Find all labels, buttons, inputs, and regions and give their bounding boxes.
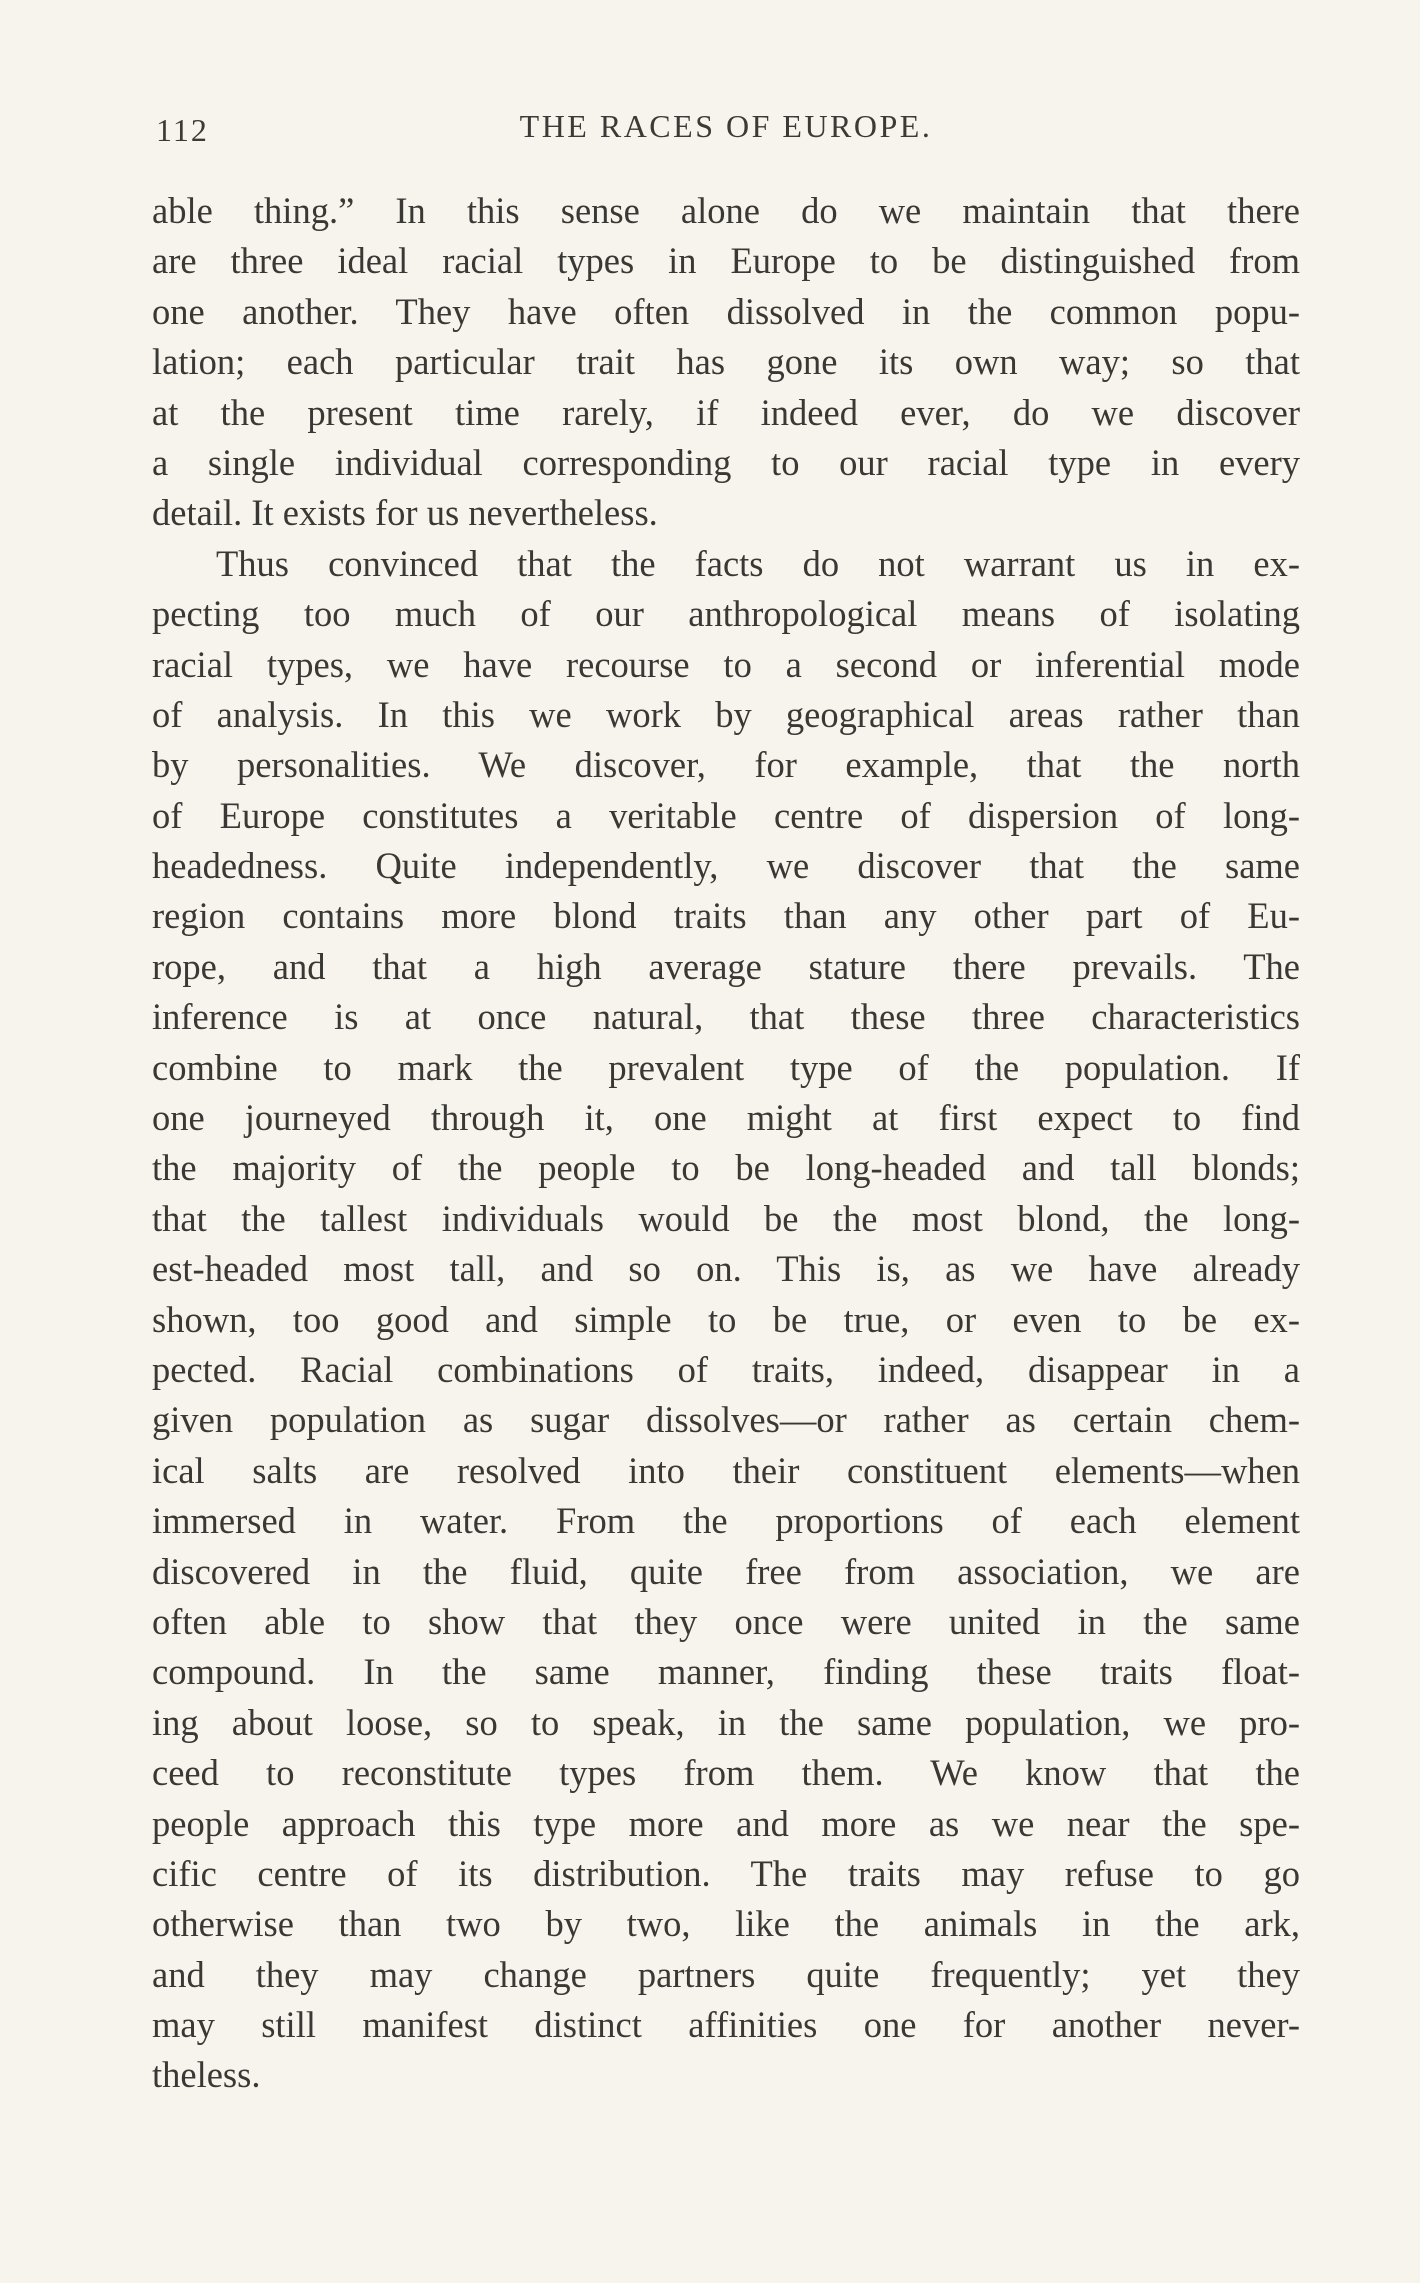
text-line: pected. Racial combinations of traits, indeed, disappear in a xyxy=(152,1348,1300,1390)
text-line: headedness. Quite independently, we discover that the same xyxy=(152,845,1300,887)
text-line: est-headed most tall, and so on. This is, as we have already xyxy=(152,1248,1300,1290)
text-line: may still manifest distinct affinities one for another never- xyxy=(152,2004,1300,2046)
text-line: that the tallest individuals would be the most blond, the long- xyxy=(152,1197,1300,1239)
text-line: immersed in water. From the proportions of each element xyxy=(152,1500,1300,1542)
text-line: given population as sugar dissolves—or rather as certain chem- xyxy=(152,1399,1300,1441)
paragraph-continued xyxy=(152,186,1300,539)
text-line: people approach this type more and more as we near the spe- xyxy=(152,1802,1300,1844)
body-text xyxy=(152,186,1300,2101)
text-line: are three ideal racial types in Europe to be distinguished from xyxy=(152,240,1300,282)
page-number: 112 xyxy=(156,112,209,148)
text-line: Thus convinced that the facts do not warrant us in ex- xyxy=(216,542,1300,584)
text-line: ical salts are resolved into their constituent elements—when xyxy=(152,1449,1300,1491)
running-head xyxy=(152,104,1300,154)
text-line: cific centre of its distribution. The traits may refuse to go xyxy=(152,1852,1300,1894)
text-line: by personalities. We discover, for example, that the north xyxy=(152,744,1300,786)
text-line: racial types, we have recourse to a second or inferential mode xyxy=(152,643,1300,685)
text-line: lation; each particular trait has gone its own way; so that xyxy=(152,341,1300,383)
paragraph xyxy=(152,539,1300,2101)
text-line: theless. xyxy=(152,2054,261,2096)
text-line: a single individual corresponding to our racial type in every xyxy=(152,441,1300,483)
text-line: ing about loose, so to speak, in the same population, we pro- xyxy=(152,1701,1300,1743)
text-line: otherwise than two by two, like the animals in the ark, xyxy=(152,1903,1300,1945)
text-line: often able to show that they once were united in the same xyxy=(152,1600,1300,1642)
text-line: ceed to reconstitute types from them. We know that the xyxy=(152,1752,1300,1794)
text-line: shown, too good and simple to be true, or even to be ex- xyxy=(152,1298,1300,1340)
text-line: one another. They have often dissolved in the common popu- xyxy=(152,290,1300,332)
text-line: the majority of the people to be long-headed and tall blonds; xyxy=(152,1147,1300,1189)
text-line: of analysis. In this we work by geographical areas rather than xyxy=(152,693,1300,735)
text-line: detail. It exists for us nevertheless. xyxy=(152,492,658,534)
text-line: able thing.” In this sense alone do we maintain that there xyxy=(152,190,1300,231)
running-title: THE RACES OF EUROPE. xyxy=(519,108,933,144)
text-line: inference is at once natural, that these three characteristics xyxy=(152,996,1300,1038)
text-line: pecting too much of our anthropological means of isolating xyxy=(152,593,1300,635)
text-line: at the present time rarely, if indeed ever, do we discover xyxy=(152,391,1300,433)
text-line: of Europe constitutes a veritable centre of dispersion of long- xyxy=(152,794,1300,836)
text-line: compound. In the same manner, finding these traits float- xyxy=(152,1651,1300,1693)
text-line: and they may change partners quite frequently; yet they xyxy=(152,1953,1300,1995)
text-line: region contains more blond traits than any other part of Eu- xyxy=(152,895,1300,937)
text-line: one journeyed through it, one might at first expect to find xyxy=(152,1097,1300,1139)
text-line: combine to mark the prevalent type of the population. If xyxy=(152,1046,1300,1088)
text-line: rope, and that a high average stature there prevails. The xyxy=(152,945,1300,987)
text-line: discovered in the fluid, quite free from association, we are xyxy=(152,1550,1300,1592)
